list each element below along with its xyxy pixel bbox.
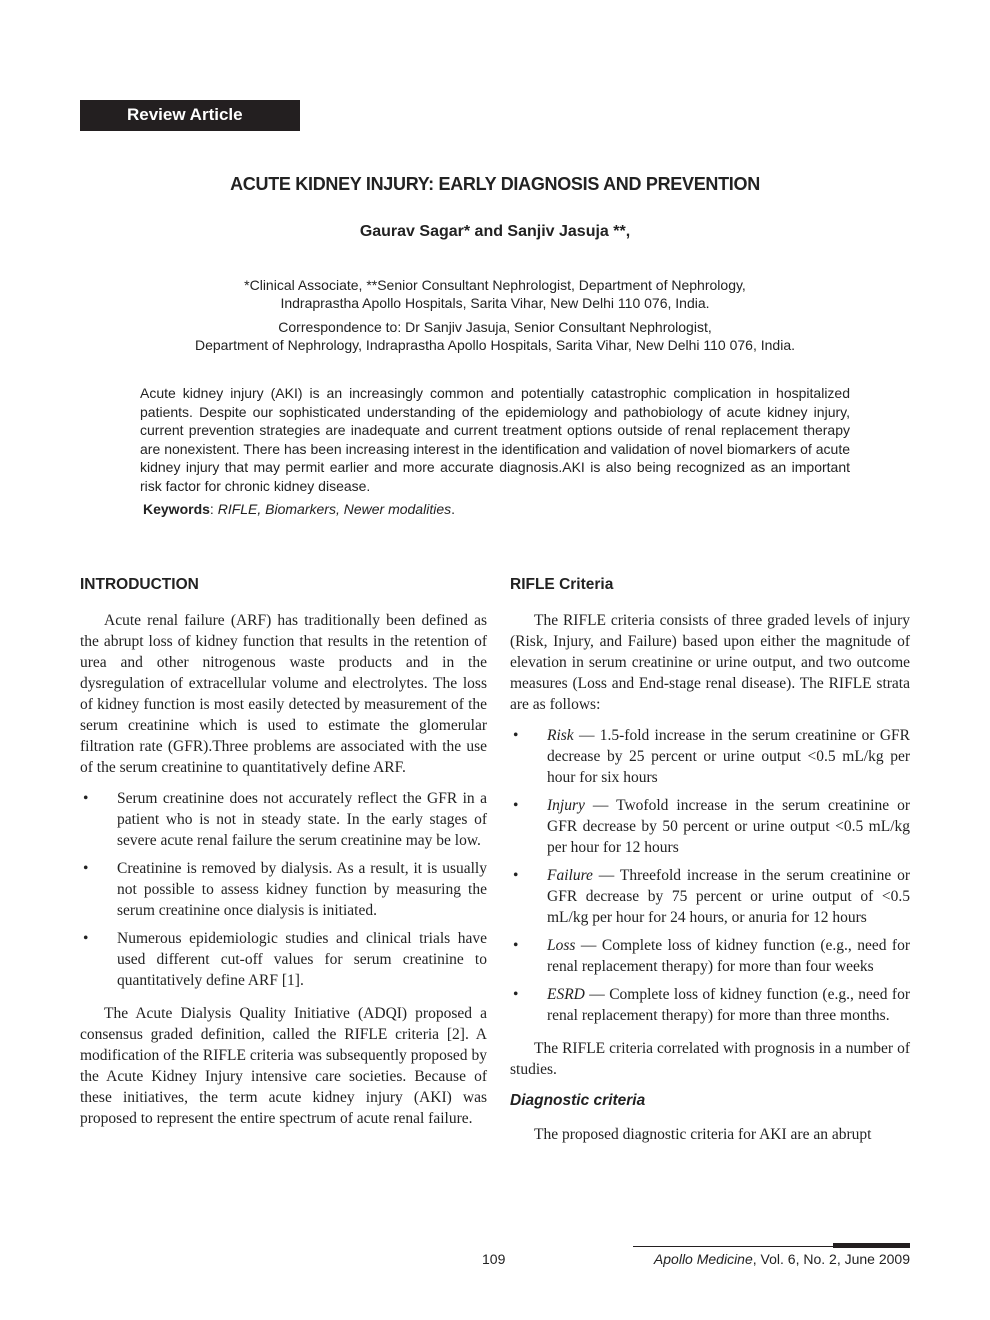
keywords-end: . bbox=[451, 501, 455, 517]
bullet-icon: • bbox=[83, 790, 89, 807]
stratum-term: Risk bbox=[547, 727, 574, 744]
stratum-term: ESRD bbox=[547, 986, 585, 1003]
journal-citation bbox=[654, 1251, 910, 1267]
stratum-term: Injury bbox=[547, 797, 585, 814]
stratum-text: — Complete loss of kidney function (e.g., need for renal replacement therapy) for more than three months. bbox=[547, 986, 910, 1024]
stratum-text: — Complete loss of kidney function (e.g., need for renal replacement therapy) for more than four weeks bbox=[547, 937, 910, 975]
list-item-text: Numerous epidemiologic studies and clinical trials have used different cut-off values for serum creatinine to quantitatively define ARF [1]. bbox=[117, 930, 487, 989]
affiliation-line: *Clinical Associate, **Senior Consultant Nephrologist, Department of Nephrology, bbox=[244, 277, 746, 293]
introduction-paragraph: Acute renal failure (ARF) has traditionally been defined as the abrupt loss of kidney function that results in the retention of urea and other nitrogenous waste products and in the dysregulation of extracellular volume and electrolytes. The loss of kidney function is most easily detected by measurement of the serum creatinine which is used to estimate the glomerular filtration rate (GFR).Three problems are associated with the use of the serum creatinine to quantitatively define ARF. bbox=[80, 612, 487, 776]
introduction-heading: INTRODUCTION bbox=[80, 576, 199, 593]
bullet-icon: • bbox=[513, 986, 519, 1003]
list-item bbox=[510, 795, 910, 858]
keywords-separator: : bbox=[209, 501, 218, 517]
abstract: Acute kidney injury (AKI) is an increasingly common and potentially catastrophic complication in hospitalized patients. Despite our sophisticated understanding of the epidemiology and pathobiology of acute kidney injury, current prevention strategies are inadequate and current treatment options outside of renal replacement therapy are nonexistent. There has been increasing interest in the identification and validation of novel biomarkers of acute kidney injury that may permit earlier and more accurate diagnosis.AKI is also being recognized as an important risk factor for chronic kidney disease. bbox=[140, 385, 850, 494]
stratum-text: — Threefold increase in the serum creatinine or GFR decrease by 75 percent or urine output of <0.5 mL/kg per hour for 24 hours, or anuria for 12 hours bbox=[547, 867, 910, 926]
footer-rule-accent bbox=[833, 1243, 910, 1248]
stratum-text: — 1.5-fold increase in the serum creatinine or GFR decrease by 25 percent or urine output <0.5 mL/kg per hour for six hours bbox=[547, 727, 910, 786]
bullet-icon: • bbox=[83, 930, 89, 947]
list-item-text: Serum creatinine does not accurately reflect the GFR in a patient who is not in steady state. In the early stages of severe acute renal failure the serum creatinine may be low. bbox=[117, 790, 487, 849]
diagnostic-paragraph: The proposed diagnostic criteria for AKI are an abrupt bbox=[534, 1126, 872, 1143]
stratum-term: Loss bbox=[547, 937, 576, 954]
article-title: ACUTE KIDNEY INJURY: EARLY DIAGNOSIS AND PREVENTION bbox=[230, 174, 760, 194]
journal-details: , Vol. 6, No. 2, June 2009 bbox=[752, 1251, 910, 1267]
article-type-text: Review Article bbox=[127, 105, 243, 124]
keywords bbox=[143, 501, 455, 517]
introduction-paragraph: The Acute Dialysis Quality Initiative (ADQI) proposed a consensus graded definition, called the RIFLE criteria [2]. A modification of the RIFLE criteria was subsequently proposed by the Acute Kidney Injury intensive care societies. Because of these initiatives, the term acute kidney injury (AKI) was proposed to represent the entire spectrum of acute renal failure. bbox=[80, 1005, 487, 1127]
bullet-icon: • bbox=[513, 937, 519, 954]
page-number: 109 bbox=[482, 1251, 506, 1267]
list-item bbox=[80, 858, 487, 921]
rifle-strata-list bbox=[510, 725, 910, 1026]
correspondence-line: Department of Nephrology, Indraprastha Apollo Hospitals, Sarita Vihar, New Delhi 110 076, India. bbox=[194, 337, 795, 353]
rifle-paragraph: The RIFLE criteria consists of three graded levels of injury (Risk, Injury, and Failure) based upon either the magnitude of elevation in serum creatinine or urine output, and two outcome measures (Loss and End-stage renal disease). The RIFLE strata are as follows: bbox=[510, 612, 910, 713]
correspondence bbox=[0, 318, 990, 354]
rifle-paragraph: The RIFLE criteria correlated with prognosis in a number of studies. bbox=[510, 1040, 910, 1078]
bullet-icon: • bbox=[513, 727, 519, 744]
list-item bbox=[510, 984, 910, 1026]
article-type-label bbox=[80, 100, 300, 131]
rifle-heading: RIFLE Criteria bbox=[510, 576, 614, 593]
affiliation-line: Indraprastha Apollo Hospitals, Sarita Vihar, New Delhi 110 076, India. bbox=[280, 295, 710, 311]
list-item bbox=[510, 725, 910, 788]
list-item-text: Creatinine is removed by dialysis. As a result, it is usually not possible to assess kidney function by measuring the serum creatinine once dialysis is initiated. bbox=[117, 860, 487, 919]
list-item bbox=[80, 788, 487, 851]
stratum-term: Failure bbox=[547, 867, 593, 884]
keywords-label: Keywords bbox=[143, 501, 210, 517]
bullet-icon: • bbox=[513, 797, 519, 814]
list-item bbox=[80, 928, 487, 991]
diagnostic-heading: Diagnostic criteria bbox=[510, 1092, 646, 1109]
bullet-icon: • bbox=[513, 867, 519, 884]
introduction-bullet-list bbox=[80, 788, 487, 991]
keywords-values: RIFLE, Biomarkers, Newer modalities bbox=[217, 501, 452, 517]
authors: Gaurav Sagar* and Sanjiv Jasuja **, bbox=[359, 223, 631, 240]
right-column bbox=[510, 574, 910, 1155]
left-column bbox=[80, 574, 487, 1139]
list-item bbox=[510, 935, 910, 977]
correspondence-line: Correspondence to: Dr Sanjiv Jasuja, Senior Consultant Nephrologist, bbox=[278, 319, 712, 335]
journal-name: Apollo Medicine bbox=[653, 1251, 753, 1267]
list-item bbox=[510, 865, 910, 928]
bullet-icon: • bbox=[83, 860, 89, 877]
affiliation bbox=[0, 276, 990, 312]
stratum-text: — Twofold increase in the serum creatinine or GFR decrease by 50 percent or urine output <0.5 mL/kg per hour for 12 hours bbox=[547, 797, 910, 856]
